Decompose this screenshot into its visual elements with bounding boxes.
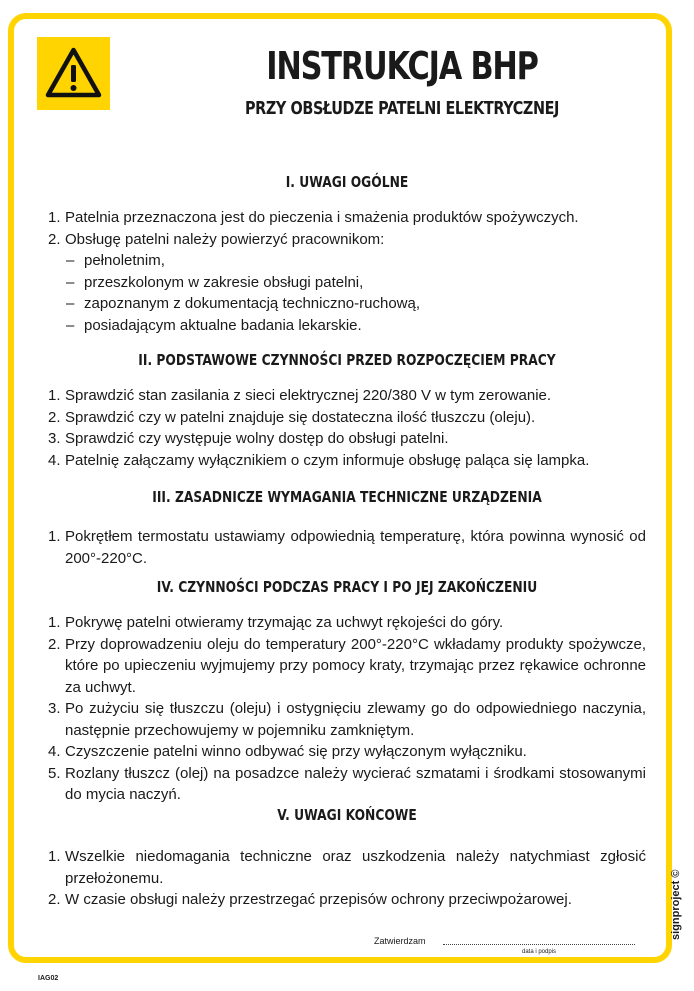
section-3-list [48, 526, 646, 569]
section-title-4: IV. CZYNNOŚCI PODCZAS PRACY I PO JEJ ZAKOŃCZENIU [156, 578, 538, 596]
item-number: 1. [48, 614, 61, 631]
section-5-list [48, 846, 646, 911]
list-item [48, 526, 646, 569]
item-number: 3. [48, 700, 61, 717]
item-text: Pokrywę patelni otwieramy trzymając za uchwyt rękojeści do góry. [65, 614, 504, 631]
list-item [48, 229, 646, 251]
product-code: IAG02 [38, 975, 59, 982]
item-number: 1. [48, 387, 61, 404]
list-item [48, 450, 646, 472]
section-title-5: V. UWAGI KOŃCOWE [277, 806, 417, 824]
list-item [48, 763, 646, 806]
section-title-3: III. ZASADNICZE WYMAGANIA TECHNICZNE URZĄDZENIA [152, 488, 542, 506]
item-text: Wszelkie niedomagania techniczne oraz uszkodzenia należy natychmiast zgłosić przełożonemu. [65, 848, 646, 887]
sub-item [48, 272, 646, 294]
dash: – [66, 316, 75, 334]
sub-item-text: posiadającym aktualne badania lekarskie. [84, 316, 362, 334]
signature-caption: data i podpis [522, 949, 557, 955]
item-text: Sprawdzić czy w patelni znajduje się dostateczna ilość tłuszczu (oleju). [65, 408, 536, 426]
list-item [48, 846, 646, 889]
item-text: Pokrętłem termostatu ustawiamy odpowiednią temperaturę, która powinna wynosić od 200°-220°C. [65, 528, 646, 567]
list-item [48, 889, 646, 911]
warning-badge [37, 37, 110, 110]
signature-line [443, 944, 635, 945]
list-item [48, 698, 646, 741]
item-text: Rozlany tłuszcz (olej) na posadzce należy wycierać szmatami i środkami stosowanymi do mycia naczyń. [65, 764, 646, 803]
item-number: 4. [48, 451, 61, 469]
page-subtitle: PRZY OBSŁUDZE PATELNI ELEKTRYCZNEJ [245, 98, 559, 119]
section-2-list [48, 385, 646, 471]
dash: – [66, 295, 75, 312]
brand-mark: signproject © [670, 869, 682, 940]
sub-item-text: przeszkolonym w zakresie obsługi patelni, [84, 273, 364, 291]
sub-item [48, 250, 646, 272]
item-number: 1. [48, 848, 61, 865]
section-1-list [48, 207, 646, 336]
item-number: 4. [48, 743, 61, 760]
approval-label: Zatwierdzam [374, 936, 426, 946]
item-text: Sprawdzić czy występuje wolny dostęp do obsługi patelni. [65, 430, 449, 447]
section-title-1: I. UWAGI OGÓLNE [285, 173, 409, 191]
list-item [48, 634, 646, 699]
list-item [48, 428, 646, 450]
section-title-2: II. PODSTAWOWE CZYNNOŚCI PRZED ROZPOCZĘCIEM PRACY [138, 351, 556, 369]
section-4-list [48, 612, 646, 806]
sub-item [48, 293, 646, 315]
warning-triangle-icon [37, 37, 110, 110]
page-title: INSTRUKCJA BHP [266, 44, 538, 88]
item-number: 3. [48, 430, 61, 447]
item-number: 1. [48, 209, 61, 226]
item-text: Sprawdzić stan zasilania z sieci elektrycznej 220/380 V w tym zerowanie. [65, 387, 552, 404]
list-item [48, 612, 646, 634]
dash: – [66, 273, 75, 291]
item-text: Czyszczenie patelni winno odbywać się przy wyłączonym wyłączniku. [65, 743, 527, 760]
sub-item-text: zapoznanym z dokumentacją techniczno-ruchową, [84, 295, 421, 312]
dash: – [66, 252, 75, 269]
item-text: W czasie obsługi należy przestrzegać przepisów ochrony przeciwpożarowej. [65, 891, 572, 908]
item-text: Patelnia przeznaczona jest do pieczenia i smażenia produktów spożywczych. [65, 209, 579, 226]
item-text: Obsługę patelni należy powierzyć pracownikom: [65, 230, 385, 248]
list-item [48, 407, 646, 429]
item-text: Przy doprowadzeniu oleju do temperatury 200°-220°C wkładamy produkty spożywcze, które po upieczeniu wyjmujemy przy pomocy kraty, trzymając przez rękawice ochronne za uchwyt. [65, 635, 646, 696]
item-number: 2. [48, 635, 61, 653]
list-item [48, 385, 646, 407]
item-number: 5. [48, 764, 61, 782]
list-item [48, 207, 646, 229]
list-item [48, 741, 646, 763]
sub-item-text: pełnoletnim, [84, 252, 165, 269]
item-number: 2. [48, 230, 61, 248]
item-number: 1. [48, 528, 61, 545]
item-number: 2. [48, 408, 61, 426]
item-text: Po zużyciu się tłuszczu (oleju) i ostygnięciu zlewamy go do odpowiedniego naczynia, następnie przechowujemy w pojemniku zamkniętym. [65, 700, 646, 739]
sub-item [48, 315, 646, 337]
item-number: 2. [48, 891, 61, 908]
item-text: Patelnię załączamy wyłącznikiem o czym informuje obsługę paląca się lampka. [65, 451, 590, 469]
